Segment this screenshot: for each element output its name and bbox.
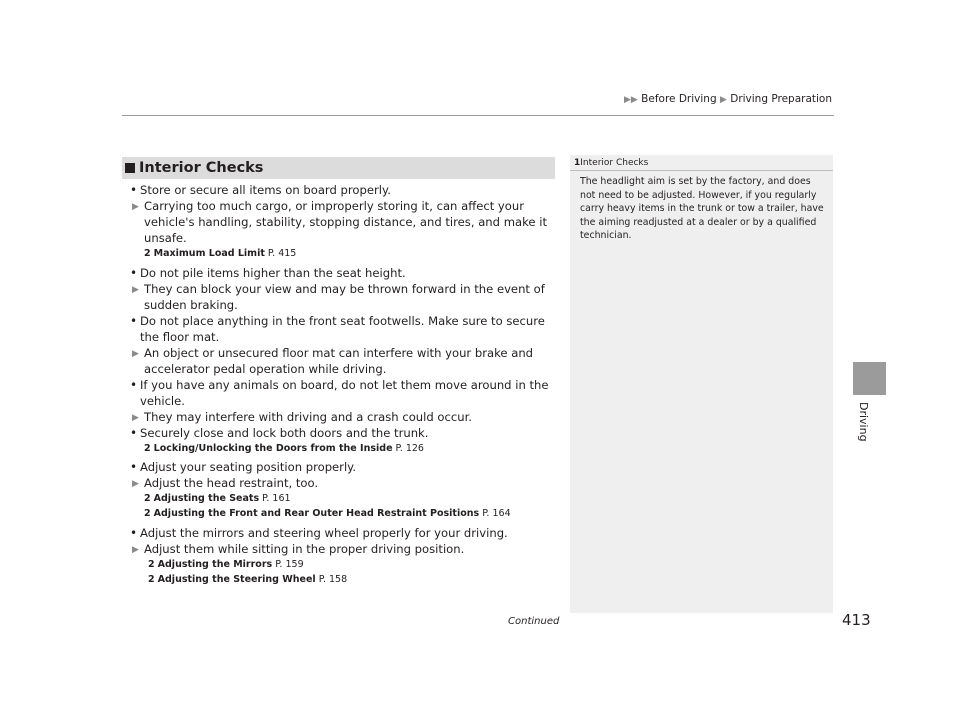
reference-page: P. 159 [275, 559, 304, 570]
bullet-icon: • [130, 183, 138, 197]
reference-title: Adjusting the Front and Rear Outer Head Restraint Positions [153, 508, 480, 519]
reference-arrow-icon: 2 [144, 508, 151, 519]
bullet-icon: • [130, 314, 138, 328]
chapter-tab-marker [853, 362, 886, 395]
item-text: Do not pile items higher than the seat height. [140, 266, 406, 280]
triangle-arrow-icon: ▶ [132, 413, 139, 423]
reference-arrow-icon: 2 [148, 574, 155, 585]
reference-title: Adjusting the Mirrors [157, 559, 273, 570]
list-item [130, 265, 560, 313]
item-text: Securely close and lock both doors and the trunk. [140, 426, 429, 440]
sub-text: They may interfere with driving and a crash could occur. [144, 410, 472, 424]
list-item [130, 182, 560, 261]
bullet-icon: • [130, 378, 138, 392]
reference-arrow-icon: 2 [144, 443, 151, 454]
continued-label: Continued [508, 616, 560, 627]
sidebar-divider [570, 170, 833, 171]
section-body [130, 180, 560, 587]
sub-text: An object or unsecured floor mat can interfere with your brake and accelerator pedal operation while driving. [144, 346, 534, 376]
cross-reference[interactable] [130, 506, 560, 521]
cross-reference[interactable] [130, 572, 560, 587]
item-text: Do not place anything in the front seat footwells. Make sure to secure the floor mat. [140, 314, 545, 344]
bullet-icon: • [130, 460, 138, 474]
cross-reference[interactable] [130, 491, 560, 506]
page-number: 413 [842, 611, 871, 629]
list-item [130, 459, 560, 521]
list-item [130, 425, 560, 456]
reference-title: Locking/Unlocking the Doors from the Inside [153, 443, 393, 454]
breadcrumb [624, 93, 832, 105]
header-divider [122, 115, 834, 116]
triangle-arrow-icon: ▶ [132, 285, 139, 295]
cross-reference[interactable] [130, 441, 560, 456]
reference-page: P. 164 [482, 508, 511, 519]
item-text: If you have any animals on board, do not let them move around in the vehicle. [140, 378, 549, 408]
breadcrumb-item[interactable]: Driving Preparation [730, 93, 832, 105]
bullet-icon: • [130, 426, 138, 440]
item-text: Adjust the mirrors and steering wheel properly for your driving. [140, 526, 508, 540]
note-marker-icon: 1 [574, 158, 581, 168]
section-heading [122, 157, 555, 179]
item-text: Adjust your seating position properly. [140, 460, 357, 474]
reference-title: Adjusting the Steering Wheel [157, 574, 316, 585]
reference-title: Maximum Load Limit [153, 248, 265, 259]
reference-arrow-icon: 2 [148, 559, 155, 570]
sidebar-note-text: The headlight aim is set by the factory, and does not need to be adjusted. However, if you regularly carry heavy items in the trunk or tow a trailer, have the aiming readjusted at a dealer or by a qualified technician. [580, 176, 824, 241]
triangle-arrow-icon: ▶ [132, 349, 139, 359]
triangle-arrow-icon: ▶ [132, 202, 139, 212]
sub-text: Adjust them while sitting in the proper driving position. [144, 542, 465, 556]
cross-reference[interactable] [130, 246, 560, 261]
list-item [130, 377, 560, 425]
sub-text: Carrying too much cargo, or improperly storing it, can affect your vehicle's handling, stability, stopping distance, and tires, and make it unsafe. [144, 199, 547, 245]
section-title: Interior Checks [139, 160, 264, 176]
triangle-arrow-icon: ▶ [132, 545, 139, 555]
sub-text: They can block your view and may be thrown forward in the event of sudden braking. [144, 282, 545, 312]
sub-text: Adjust the head restraint, too. [144, 476, 319, 490]
reference-page: P. 126 [395, 443, 424, 454]
item-text: Store or secure all items on board properly. [140, 183, 391, 197]
chapter-tab-label: Driving [857, 402, 870, 442]
reference-page: P. 415 [267, 248, 297, 259]
section-square-icon [125, 163, 135, 173]
reference-page: P. 158 [318, 574, 348, 585]
breadcrumb-item[interactable]: Before Driving [641, 93, 717, 105]
sidebar-note-title: Interior Checks [580, 158, 649, 168]
reference-page: P. 161 [262, 493, 291, 504]
breadcrumb-arrow-icon: ▶ [719, 95, 727, 105]
bullet-icon: • [130, 526, 138, 540]
sidebar-note-heading [574, 158, 648, 168]
triangle-arrow-icon: ▶ [132, 479, 139, 489]
bullet-icon: • [130, 266, 138, 280]
reference-title: Adjusting the Seats [153, 493, 260, 504]
list-item [130, 525, 560, 587]
breadcrumb-arrow-icon: ▶▶ [623, 95, 638, 105]
cross-reference[interactable] [130, 557, 560, 572]
list-item [130, 313, 560, 377]
reference-arrow-icon: 2 [144, 248, 151, 259]
reference-arrow-icon: 2 [144, 493, 151, 504]
